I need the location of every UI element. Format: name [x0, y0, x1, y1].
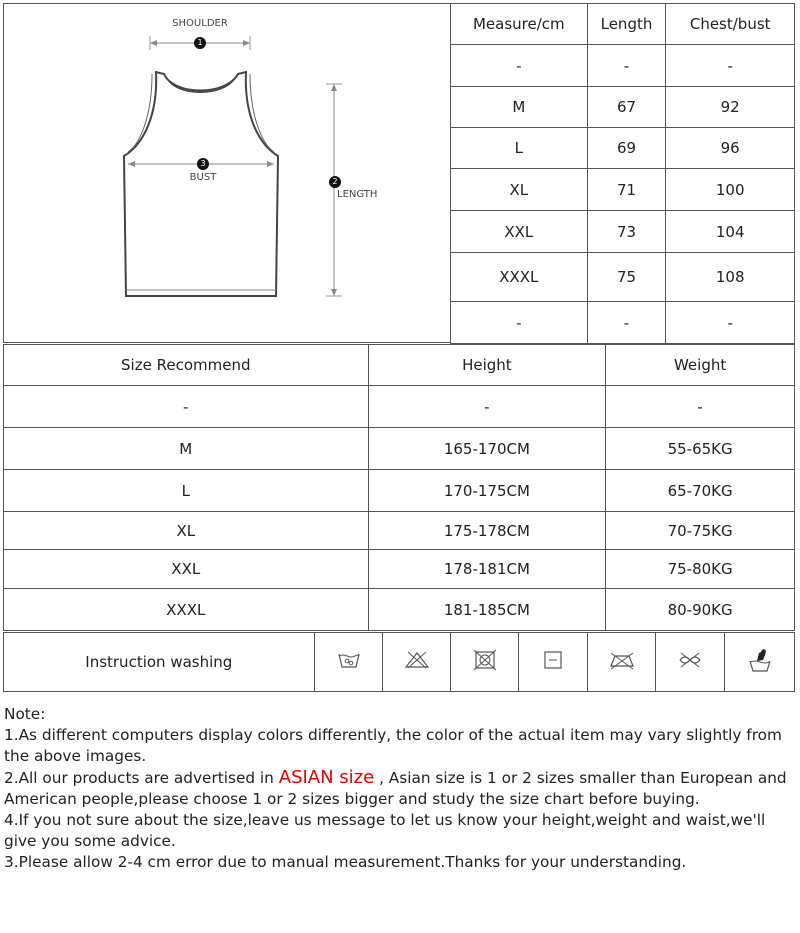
- cell: XXXL: [451, 253, 588, 302]
- cell: -: [606, 386, 795, 428]
- table-row: [451, 45, 795, 87]
- tank-top-diagram: [4, 4, 450, 342]
- cell: 80-90KG: [606, 589, 795, 631]
- table-row: [4, 386, 795, 428]
- table-row: [4, 550, 795, 589]
- cell: -: [451, 302, 588, 344]
- cell: XXXL: [4, 589, 369, 631]
- bust-label: BUST: [189, 172, 217, 183]
- table-row: [451, 211, 795, 253]
- marker-1: 1: [197, 38, 203, 47]
- header-measure: Measure/cm: [451, 4, 588, 45]
- cell: 170-175CM: [368, 470, 606, 512]
- cell: 75: [587, 253, 666, 302]
- table-row: [4, 428, 795, 470]
- cell: -: [666, 302, 795, 344]
- washing-table: [3, 632, 795, 692]
- washing-label: Instruction washing: [4, 633, 315, 692]
- cell: XL: [4, 512, 369, 550]
- cell: -: [451, 45, 588, 87]
- header-height: Height: [368, 345, 606, 386]
- length-label: LENGTH: [337, 189, 378, 200]
- cell: 165-170CM: [368, 428, 606, 470]
- note-block: [4, 704, 794, 873]
- cell: 100: [666, 169, 795, 211]
- do-not-dry-clean-icon: [656, 633, 725, 692]
- cell: L: [4, 470, 369, 512]
- cell: 104: [666, 211, 795, 253]
- measure-header-row: [451, 4, 795, 45]
- recommend-table: [3, 344, 795, 631]
- note-line-3: American people,please choose 1 or 2 sizes bigger and study the size chart before buying.: [4, 790, 700, 808]
- note-line-2-post: , Asian size is 1 or 2 sizes smaller than European and: [374, 769, 787, 787]
- cell: 65-70KG: [606, 470, 795, 512]
- do-not-bleach-icon: [383, 633, 451, 692]
- header-length: Length: [587, 4, 666, 45]
- table-row: [451, 87, 795, 128]
- cell: -: [587, 45, 666, 87]
- asian-size-highlight: ASIAN size: [278, 767, 375, 788]
- cell: 70-75KG: [606, 512, 795, 550]
- cell: 108: [666, 253, 795, 302]
- diagram-panel: [3, 3, 451, 343]
- do-not-iron-icon: [588, 633, 656, 692]
- cell: -: [4, 386, 369, 428]
- table-row: [451, 169, 795, 211]
- hand-wash-icon: [314, 633, 383, 692]
- cell: XXL: [4, 550, 369, 589]
- cell: 73: [587, 211, 666, 253]
- cell: 55-65KG: [606, 428, 795, 470]
- cell: 75-80KG: [606, 550, 795, 589]
- cell: M: [4, 428, 369, 470]
- cell: 175-178CM: [368, 512, 606, 550]
- washing-row: [4, 633, 795, 692]
- table-row: [451, 128, 795, 169]
- recommend-header-row: [4, 345, 795, 386]
- cell: 71: [587, 169, 666, 211]
- cell: M: [451, 87, 588, 128]
- note-line-4: 4.If you not sure about the size,leave us message to let us know your height,weight and waist,we'll give you some advice.: [4, 811, 766, 850]
- note-line-2-pre: 2.All our products are advertised in: [4, 769, 279, 787]
- dry-flat-icon: [519, 633, 588, 692]
- hand-wash-only-icon: [725, 633, 795, 692]
- table-row: [451, 253, 795, 302]
- cell: 67: [587, 87, 666, 128]
- cell: XXL: [451, 211, 588, 253]
- cell: 178-181CM: [368, 550, 606, 589]
- note-title: Note:: [4, 705, 46, 723]
- cell: 181-185CM: [368, 589, 606, 631]
- measure-table: [450, 3, 795, 344]
- cell: 92: [666, 87, 795, 128]
- note-line-1: 1.As different computers display colors differently, the color of the actual item may vary slightly from the above images.: [4, 726, 782, 765]
- note-line-5: 3.Please allow 2-4 cm error due to manual measurement.Thanks for your understanding.: [4, 853, 687, 871]
- header-chest: Chest/bust: [666, 4, 795, 45]
- cell: 96: [666, 128, 795, 169]
- cell: XL: [451, 169, 588, 211]
- do-not-tumble-dry-icon: [451, 633, 519, 692]
- cell: 69: [587, 128, 666, 169]
- shoulder-label: SHOULDER: [172, 18, 228, 29]
- cell: -: [587, 302, 666, 344]
- table-row: [451, 302, 795, 344]
- table-row: [4, 589, 795, 631]
- cell: -: [368, 386, 606, 428]
- cell: L: [451, 128, 588, 169]
- header-size-recommend: Size Recommend: [4, 345, 369, 386]
- table-row: [4, 512, 795, 550]
- table-row: [4, 470, 795, 512]
- cell: -: [666, 45, 795, 87]
- marker-2: 2: [332, 177, 338, 186]
- note-line-2: [4, 767, 794, 789]
- marker-3: 3: [200, 159, 206, 168]
- header-weight: Weight: [606, 345, 795, 386]
